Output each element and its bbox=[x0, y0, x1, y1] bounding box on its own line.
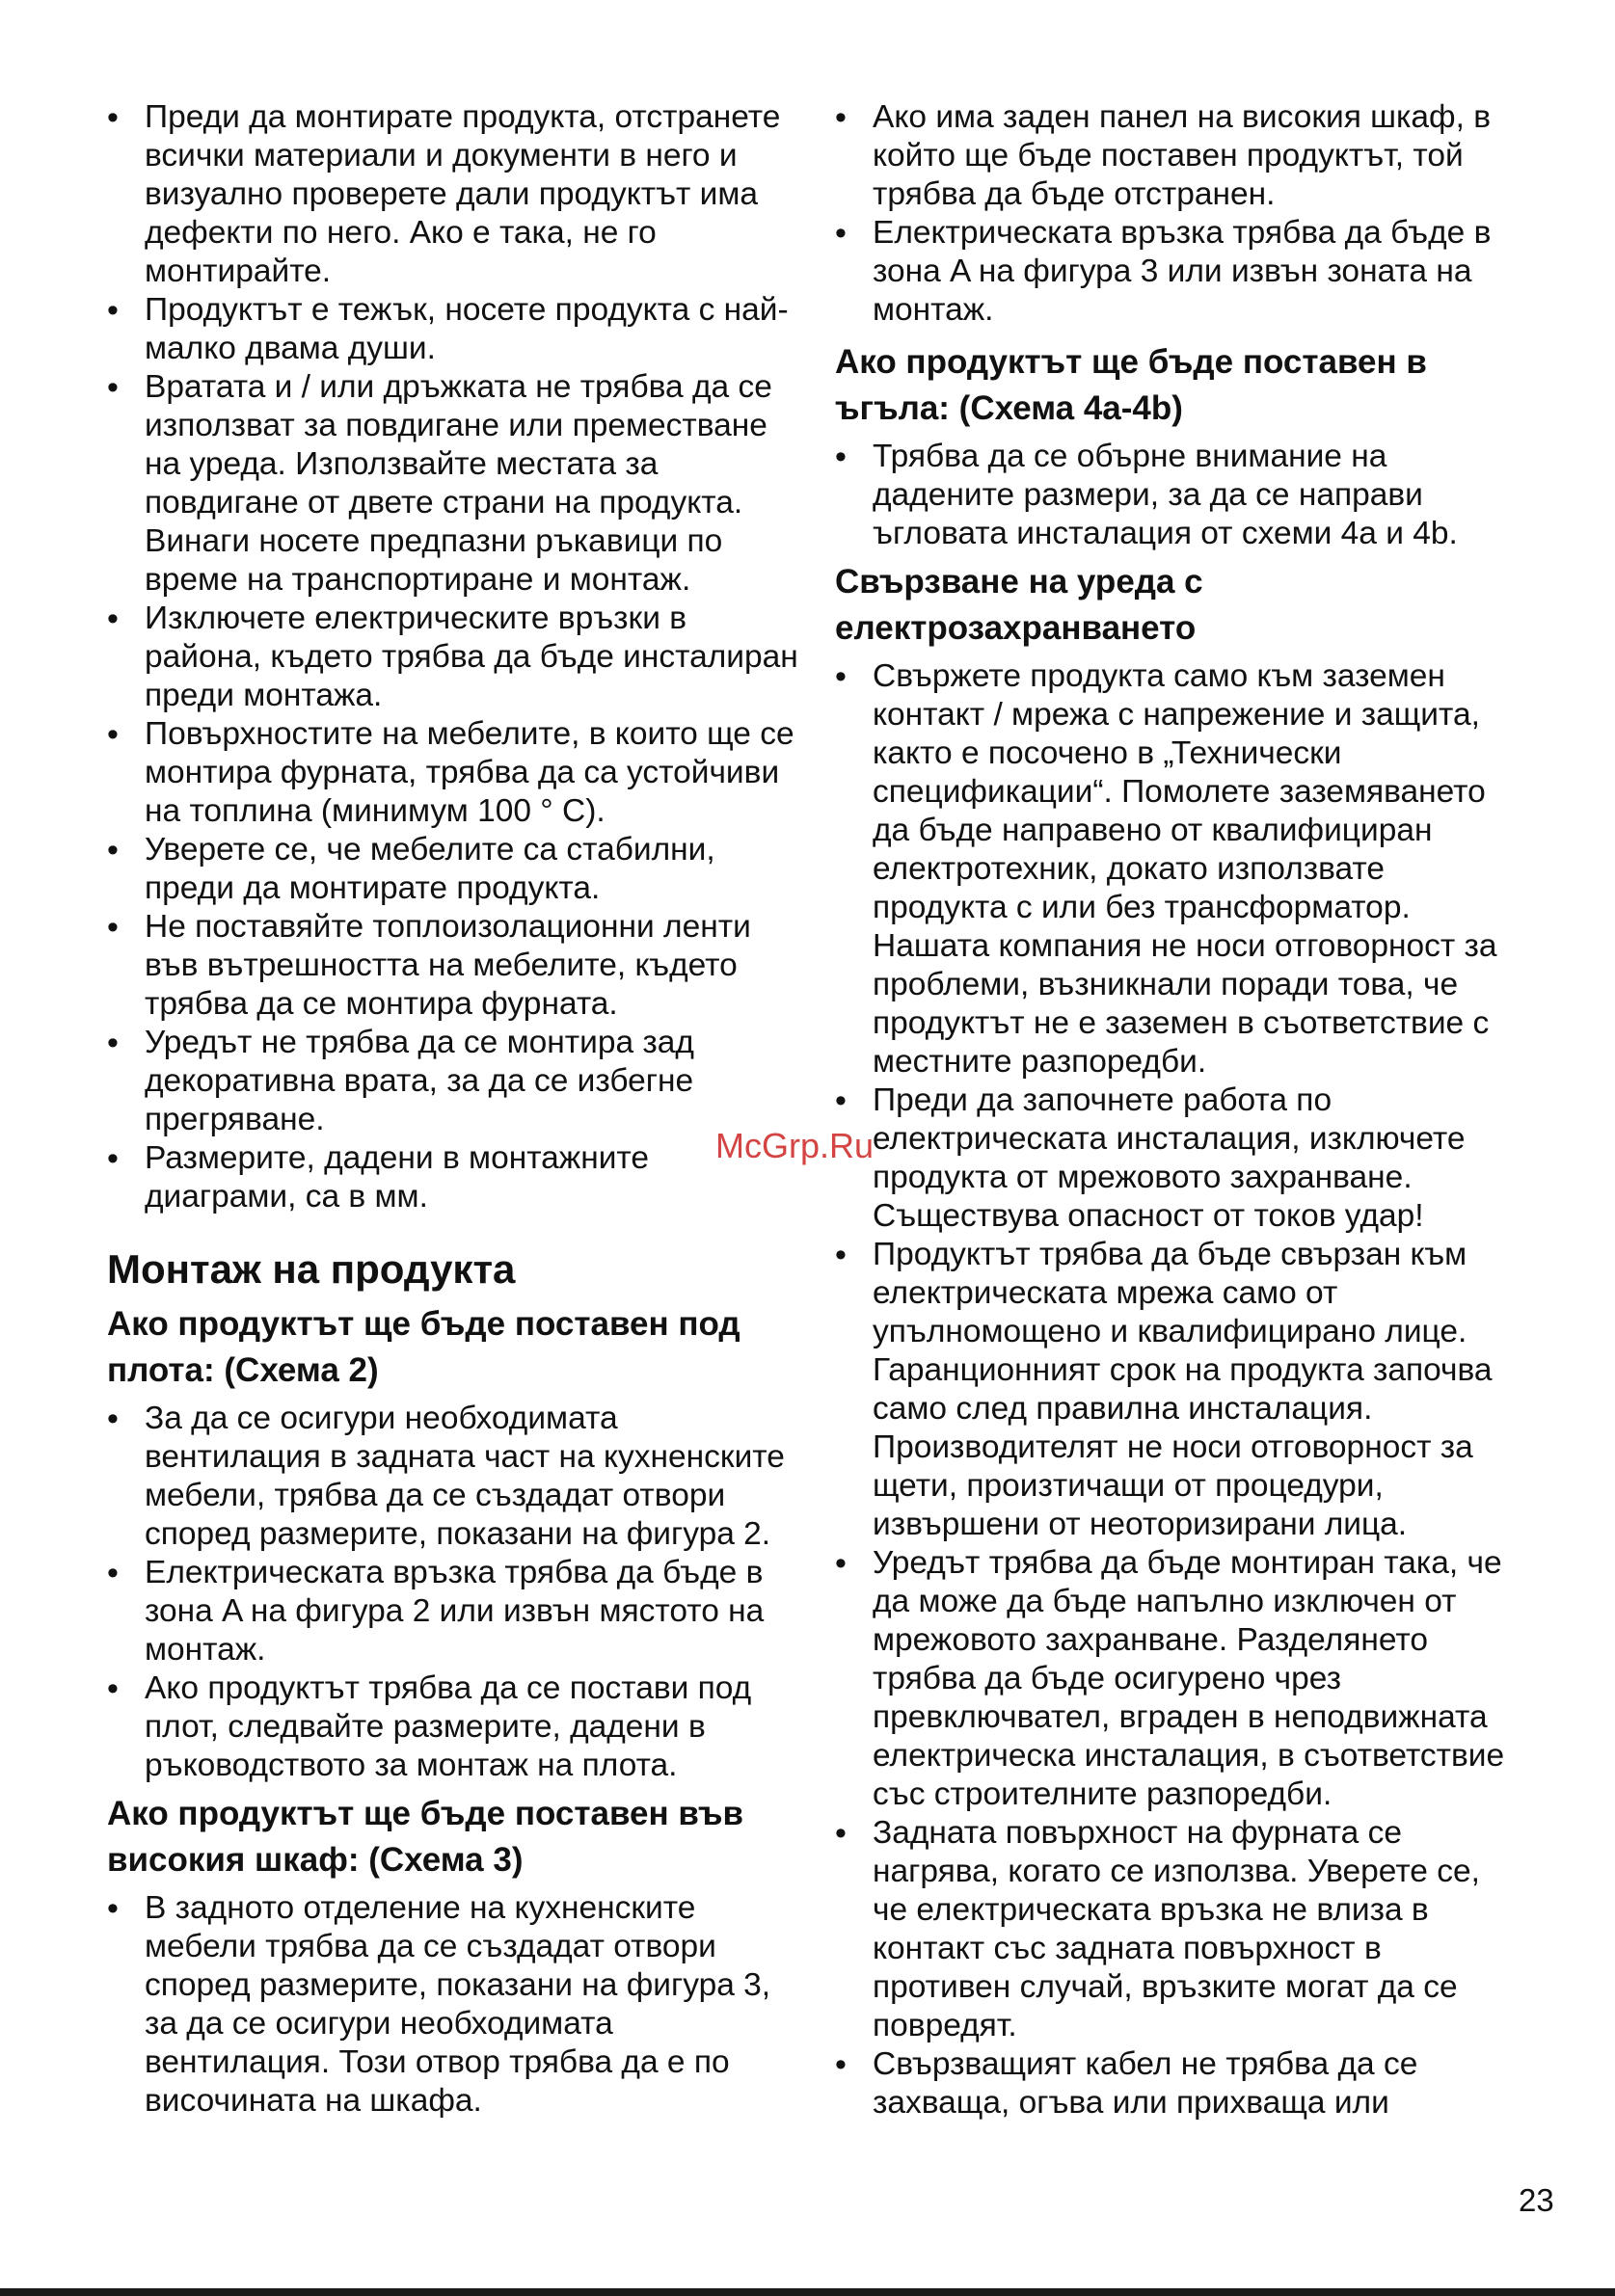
list-item: • Ако има заден панел на високия шкаф, в който ще бъде поставен продуктът, той трябва да бъде отстранен. bbox=[835, 98, 1510, 214]
tall-cabinet-bullet-list bbox=[107, 1889, 801, 2121]
list-item: • Ако продуктът трябва да се постави под плот, следвайте размерите, дадени в ръководството за монтаж на плота. bbox=[107, 1669, 801, 1785]
list-item: • За да се осигури необходимата вентилация в задната част на кухненските мебели, трябва да се създадат отвори според размерите, показани на фигура 2. bbox=[107, 1400, 801, 1554]
under-counter-bullet-list bbox=[107, 1400, 801, 1785]
list-item: • Трябва да се обърне внимание на дадените размери, за да се направи ъгловата инсталация от схеми 4a и 4b. bbox=[835, 438, 1510, 553]
left-column bbox=[107, 98, 801, 2121]
list-item: • Уверете се, че мебелите са стабилни, преди да монтирате продукта. bbox=[107, 831, 801, 908]
list-item: • Електрическата връзка трябва да бъде в зона A на фигура 2 или извън мястото на монтаж. bbox=[107, 1554, 801, 1669]
list-item: • Електрическата връзка трябва да бъде в зона A на фигура 3 или извън зоната на монтаж. bbox=[835, 214, 1510, 330]
list-item: • Изключете електрическите връзки в района, където трябва да бъде инсталиран преди монтажа. bbox=[107, 600, 801, 715]
subsection-title-corner: Ако продуктът ще бъде поставен в ъгъла: (Схема 4a-4b) bbox=[835, 343, 1427, 427]
power-connection-bullet-list bbox=[835, 657, 1510, 2122]
list-item: • Не поставяйте топлоизолационни ленти във вътрешността на мебелите, където трябва да се монтира фурната. bbox=[107, 908, 801, 1024]
section-title: Монтаж на продукта bbox=[107, 1246, 516, 1292]
list-item: • Продуктът трябва да бъде свързан към електрическата мрежа само от упълномощено и квалифицирано лице. Гаранционният срок на продукта започва само след правилна инсталация. Производителят не носи отговорност за щети, произтичащи от процедури, извършени от неоторизирани лица. bbox=[835, 1236, 1510, 1544]
right-column bbox=[835, 98, 1510, 2122]
page-number: 23 bbox=[1519, 2182, 1554, 2218]
intro-bullet-list bbox=[107, 98, 801, 1216]
subsection-title-power-connection: Свързване на уреда с електрозахранването bbox=[835, 563, 1203, 647]
list-item: • Задната повърхност на фурната се нагрява, когато се използва. Уверете се, че електрическата връзка не влиза в контакт със задната повърхност в противен случай, връзките могат да се повредят. bbox=[835, 1814, 1510, 2045]
list-item: • Размерите, дадени в монтажните диаграми, са в мм. bbox=[107, 1139, 801, 1216]
list-item: • Преди да започнете работа по електрическата инсталация, изключете продукта от мрежовото захранване. Съществува опасност от токов удар! bbox=[835, 1081, 1510, 1236]
list-item: • Преди да монтирате продукта, отстранете всички материали и документи в него и визуално проверете дали продуктът има дефекти по него. Ако е така, не го монтирайте. bbox=[107, 98, 801, 291]
subsection-title-under-counter: Ако продуктът ще бъде поставен под плота: (Схема 2) bbox=[107, 1305, 740, 1389]
list-item: • Свържете продукта само към заземен контакт / мрежа с напрежение и защита, както е посочено в „Технически спецификации“. Помолете заземяването да бъде направено от квалифициран електротехник, докато използвате продукта с или без трансформатор. Нашата компания не носи отговорност за проблеми, възникнали поради това, че продуктът не е заземен в съответствие с местните разпоредби. bbox=[835, 657, 1510, 1081]
corner-bullet-list bbox=[835, 438, 1510, 553]
list-item: • Повърхностите на мебелите, в които ще се монтира фурната, трябва да са устойчиви на топлина (минимум 100 ° C). bbox=[107, 715, 801, 831]
list-item: • Продуктът е тежък, носете продукта с най-малко двама души. bbox=[107, 291, 801, 368]
list-item: • Свързващият кабел не трябва да се захваща, огъва или прихваща или bbox=[835, 2045, 1510, 2122]
list-item: • Уредът трябва да бъде монтиран така, че да може да бъде напълно изключен от мрежовото захранване. Разделянето трябва да бъде осигурено чрез превключвател, вграден в неподвижната електрическа инсталация, в съответствие със строителните разпоредби. bbox=[835, 1544, 1510, 1814]
watermark: McGrp.Ru bbox=[715, 1126, 875, 1165]
list-item: • Уредът не трябва да се монтира зад декоративна врата, за да се избегне прегряване. bbox=[107, 1024, 801, 1139]
list-item: • В задното отделение на кухненските мебели трябва да се създадат отвори според размерите, показани на фигура 3, за да се осигури необходимата вентилация. Този отвор трябва да е по височината на шкафа. bbox=[107, 1889, 801, 2121]
list-item: • Вратата и / или дръжката не трябва да се използват за повдигане или преместване на уреда. Използвайте местата за повдигане от двете страни на продукта. Винаги носете предпазни ръкавици по време на транспортиране и монтаж. bbox=[107, 368, 801, 600]
bottom-rule bbox=[0, 2288, 1615, 2296]
tall-cabinet-continued-list bbox=[835, 98, 1510, 330]
subsection-title-tall-cabinet: Ако продуктът ще бъде поставен във високия шкаф: (Схема 3) bbox=[107, 1795, 744, 1879]
